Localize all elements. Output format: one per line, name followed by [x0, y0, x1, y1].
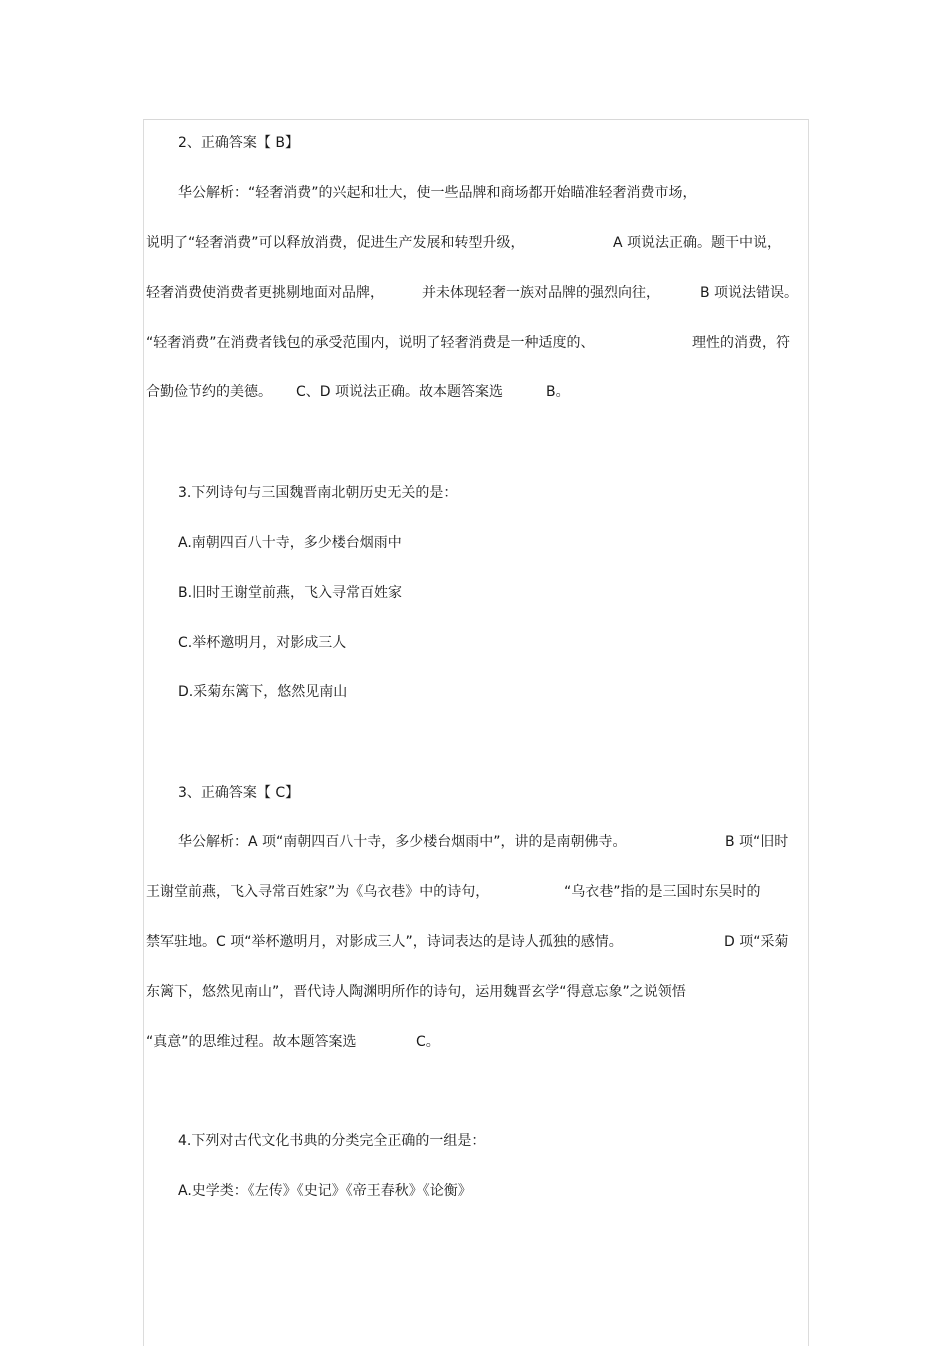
answer-3-analysis-line-2 [146, 882, 761, 902]
question-3-option-d: D.采菊东篱下，悠然见南山 [178, 684, 348, 700]
question-3-option-b: B.旧时王谢堂前燕，飞入寻常百姓家 [178, 585, 403, 601]
answer-2-l3-text: 轻奢消费使消费者更挑剔地面对品牌， [146, 285, 384, 301]
answer-3-l2-text: 王谢堂前燕，飞入寻常百姓家”为《乌衣巷》中的诗句， [146, 884, 490, 900]
question-3-stem: 3.下列诗句与三国魏晋南北朝历史无关的是： [178, 485, 458, 501]
question-4-option-a: A.史学类：《左传》《史记》《帝王春秋》《论衡》 [178, 1183, 472, 1199]
answer-2-l2-text-b: A 项说法正确。题干中说， [613, 235, 782, 251]
answer-3-l3-text: 禁军驻地。C 项“举杯邀明月，对影成三人”，诗词表达的是诗人孤独的感情。 [146, 934, 623, 950]
answer-2-analysis-line-3 [146, 283, 799, 303]
answer-3-l1-text-b: B 项“旧时 [725, 834, 789, 850]
question-3-option-c: C.举杯邀明月，对影成三人 [178, 635, 347, 651]
answer-3-analysis-line-3 [146, 932, 789, 952]
answer-2-analysis-line-1: 华公解析：“轻奢消费”的兴起和壮大，使一些品牌和商场都开始瞄准轻奢消费市场， [178, 185, 697, 201]
answer-2-l3-text-b: 并未体现轻奢一族对品牌的强烈向往， [422, 285, 660, 301]
answer-3-heading: 3、正确答案【 C】 [178, 785, 300, 801]
answer-3-analysis-line-4: 东篱下，悠然见南山”，晋代诗人陶渊明所作的诗句，运用魏晋玄学“得意忘象”之说领悟 [146, 984, 686, 1000]
answer-2-analysis-line-5 [146, 382, 570, 402]
answer-3-l5-text-b: C。 [416, 1034, 440, 1050]
answer-2-l2-text: 说明了“轻奢消费”可以释放消费，促进生产发展和转型升级， [146, 235, 525, 251]
answer-2-l3-text-c: B 项说法错误。 [700, 285, 799, 301]
answer-3-analysis-line-5 [146, 1032, 440, 1052]
answer-2-l5-text-b: C、D 项说法正确。故本题答案选 [296, 384, 504, 400]
answer-2-analysis-line-4 [146, 333, 790, 353]
answer-3-l2-text-b: “乌衣巷”指的是三国时东吴时的 [564, 884, 761, 900]
answer-2-l4-text: “轻奢消费”在消费者钱包的承受范围内，说明了轻奢消费是一种适度的、 [146, 335, 595, 351]
answer-2-analysis-line-2 [146, 233, 782, 253]
answer-3-l5-text: “真意”的思维过程。故本题答案选 [146, 1034, 357, 1050]
answer-2-heading: 2、正确答案【 B】 [178, 135, 299, 151]
answer-3-l3-text-b: D 项“采菊 [724, 934, 789, 950]
answer-2-l5-text: 合勤俭节约的美德。 [146, 384, 272, 400]
answer-2-l5-text-c: B。 [546, 384, 570, 400]
page-frame [143, 119, 809, 1346]
answer-3-l1-text: 华公解析：A 项“南朝四百八十寺，多少楼台烟雨中”，讲的是南朝佛寺。 [178, 834, 627, 850]
answer-3-analysis-line-1 [178, 832, 789, 852]
question-4-stem: 4.下列对古代文化书典的分类完全正确的一组是： [178, 1133, 486, 1149]
question-3-option-a: A.南朝四百八十寺，多少楼台烟雨中 [178, 535, 402, 551]
answer-2-l4-text-b: 理性的消费，符 [692, 335, 790, 351]
